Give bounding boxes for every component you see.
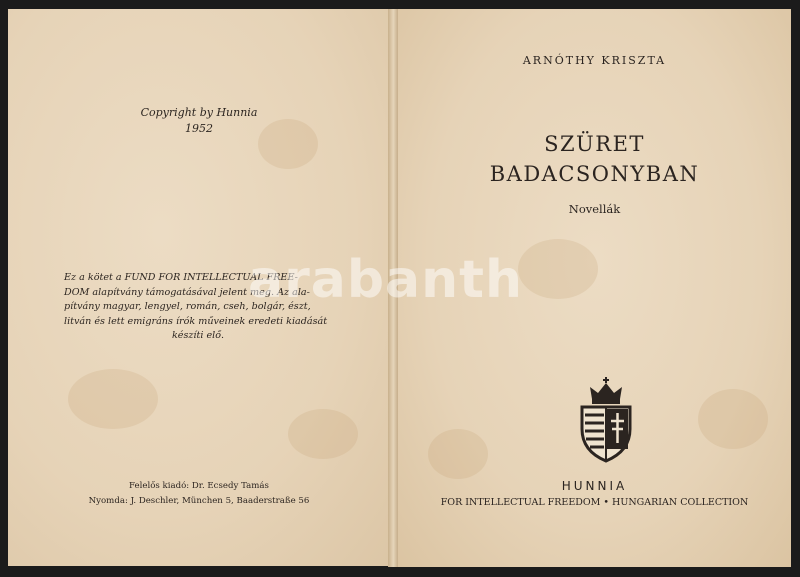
watermark: arabanth [248, 250, 524, 310]
crowned-shield-emblem-icon [578, 377, 634, 463]
book-title [398, 129, 791, 189]
note-line: Ez a kötet a FUND FOR INTELLECTUAL FREE- [64, 272, 298, 283]
author-name: ARNÓTHY KRISZTA [522, 54, 667, 67]
printer-line: Nyomda: J. Deschler, München 5, Baaderstraße 56 [88, 496, 310, 506]
foundation-note [64, 271, 332, 344]
note-line: pítvány magyar, lengyel, román, cseh, bolgár, észt, [64, 301, 311, 313]
publisher-responsible: Felelős kiadó: Dr. Ecsedy Tamás [129, 481, 269, 491]
note-line: litván és lett emigráns írók műveinek eredeti kiadását [64, 315, 328, 327]
imprint [8, 479, 390, 509]
copyright-line: Copyright by Hunnia [140, 106, 258, 119]
note-line: készíti elő. [171, 330, 225, 342]
copyright-year: 1952 [185, 122, 213, 135]
publisher-name: HUNNIA [561, 479, 628, 493]
title-line: BADACSONYBAN [489, 162, 700, 186]
right-page [398, 9, 791, 567]
title-line: SZÜRET [544, 132, 645, 156]
copyright-notice [8, 105, 390, 137]
left-page [8, 9, 390, 566]
note-line: DOM alapítvány támogatásával jelent meg. Az ala- [64, 286, 310, 298]
book-subtitle: Novellák [568, 202, 621, 216]
series-name: FOR INTELLECTUAL FREEDOM • HUNGARIAN COLLECTION [440, 497, 749, 508]
